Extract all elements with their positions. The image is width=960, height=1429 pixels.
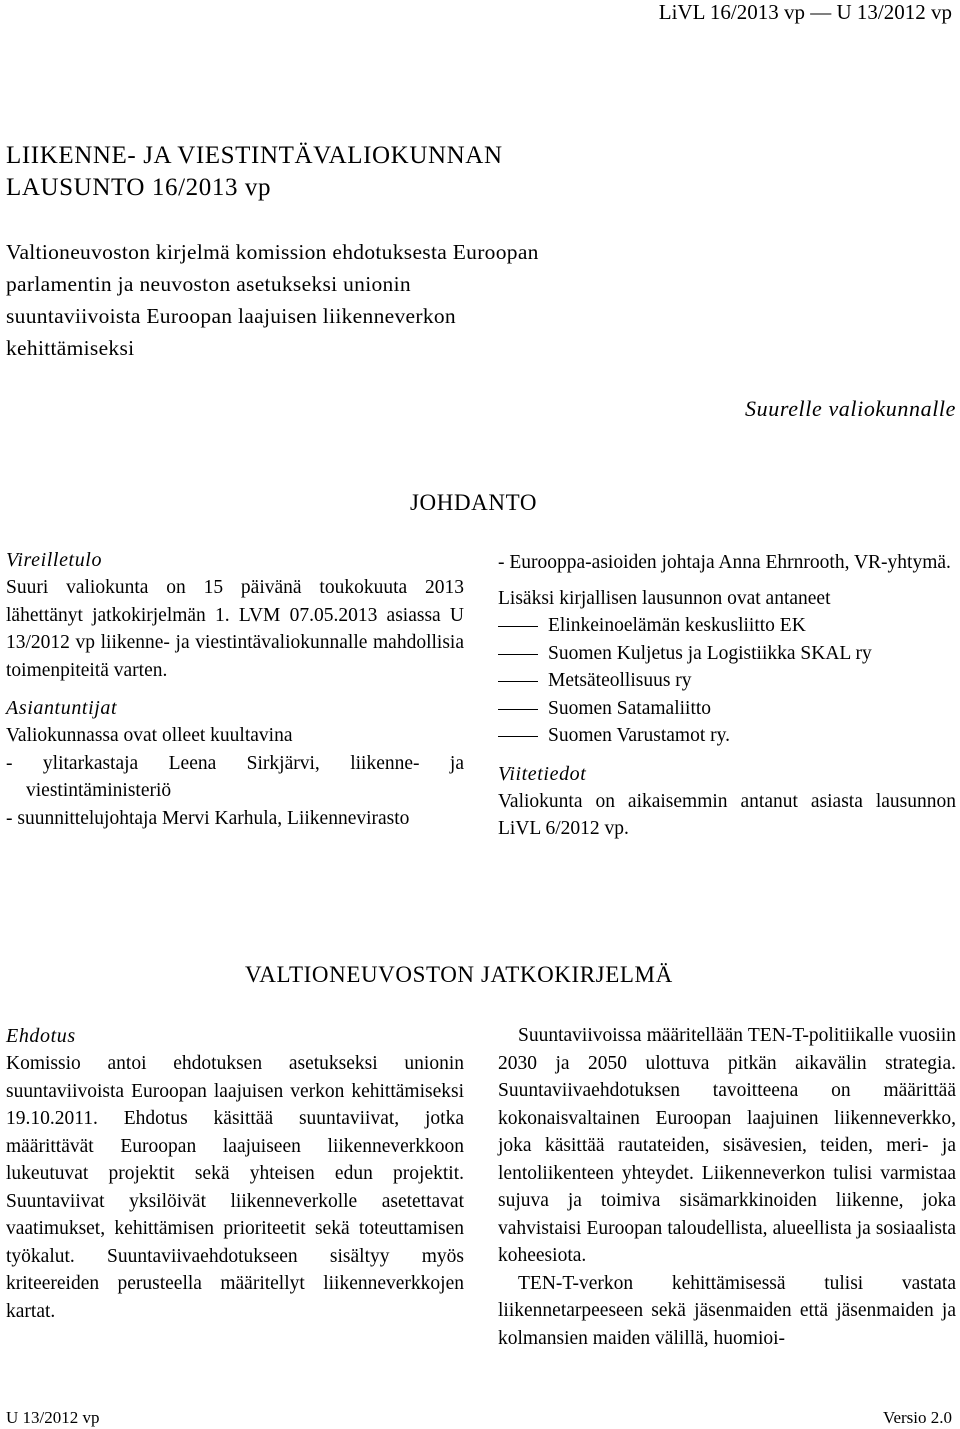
johdanto-right-column [498, 549, 956, 843]
document-title [6, 140, 503, 204]
viitetiedot-text: Valiokunta on aikaisemmin antanut asiasta lausunnon LiVL 6/2012 vp. [498, 790, 956, 839]
document-subject: Valtioneuvoston kirjelmä komission ehdotuksesta Euroopan parlamentin ja neuvoston asetukseksi unionin suuntaviivoista Euroopan laajuisen liikenneverkon kehittämiseksi [6, 240, 539, 360]
expert-item: - suunnittelujohtaja Mervi Karhula, Liikennevirasto [6, 807, 410, 829]
addressee: Suurelle valiokunnalle [745, 396, 956, 421]
viitetiedot-heading: Viitetiedot [498, 762, 587, 785]
body-paragraph: TEN-T-verkon kehittämisessä tulisi vastata liikennetarpeeseen sekä jäsenmaiden että jäsenmaiden ja kolmansien maiden välillä, huomioi- [498, 1272, 956, 1349]
section-heading-jatkokirjelma: VALTIONEUVOSTON JATKOKIRJELMÄ [245, 962, 673, 987]
written-statement-item: Elinkeinoelämän keskusliitto EK [498, 612, 956, 640]
written-statements-intro: Lisäksi kirjallisen lausunnon ovat antaneet [498, 587, 831, 609]
footer-version: Versio 2.0 [883, 1408, 952, 1427]
ehdotus-heading: Ehdotus [6, 1025, 76, 1047]
section-heading-johdanto: JOHDANTO [410, 490, 538, 515]
expert-item: - Eurooppa-asioiden johtaja Anna Ehrnrooth, VR-yhtymä. [498, 552, 951, 573]
footer-document-id: U 13/2012 vp [6, 1408, 100, 1427]
running-header: LiVL 16/2013 vp — U 13/2012 vp [658, 0, 952, 24]
johdanto-left-column [6, 546, 464, 832]
document-title-line-2: LAUSUNTO 16/2013 vp [6, 174, 272, 201]
expert-item: - ylitarkastaja Leena Sirkjärvi, liikenne- ja viestintäministeriö [6, 752, 464, 801]
vireilletulo-heading: Vireilletulo [6, 549, 103, 571]
written-statement-item: Suomen Satamaliitto [498, 695, 956, 723]
jatkokirjelma-left-column [6, 1022, 464, 1325]
vireilletulo-text: Suuri valiokunta on 15 päivänä toukokuuta 2013 lähettänyt jatkokirjelmän 1. LVM 07.05.2013 asiassa U 13/2012 vp liikenne- ja viestintävaliokunnalle mahdollisia toimenpiteitä varten. [6, 577, 464, 681]
written-statement-item: Suomen Varustamot ry. [498, 722, 956, 750]
asiantuntijat-intro: Valiokunnassa ovat olleet kuultavina [6, 725, 293, 746]
written-statement-item: Suomen Kuljetus ja Logistiikka SKAL ry [498, 640, 956, 668]
written-statement-item: Metsäteollisuus ry [498, 667, 956, 695]
jatkokirjelma-right-column [498, 1022, 956, 1352]
asiantuntijat-heading: Asiantuntijat [6, 697, 118, 719]
body-paragraph: Suuntaviivoissa määritellään TEN-T-politiikalle vuosiin 2030 ja 2050 ulottuva pitkän aikavälin strategia. Suuntaviivaehdotuksen tavoitteena on määrittää kokonaisvaltainen Euroopan laajuinen liikenneverkko, joka käsittää rautateiden, sisävesien, teiden, meri- ja lentoliikenteen yhteydet. Liikenneverkon tulisi varmistaa sujuva ja toimiva sisämarkkinoiden liikenne, joka vahvistaisi Euroopan taloudellista, alueellista ja sosiaalista koheesiota. [498, 1025, 956, 1266]
ehdotus-text: Komissio antoi ehdotuksen asetukseksi unionin suuntaviivoista Euroopan laajuisen verkon kehittämiseksi 19.10.2011. Ehdotus käsittää suuntaviivat, jotka määrittävät Euroopan laajuiseen liikenneverkkoon lukeutuvat projektit sekä yhteisen edun projektit. Suuntaviivat yksilöivät liikenneverkolle asetettavat vaatimukset, kehittämisen prioriteetit sekä toteuttamisen työkalut. Suuntaviivaehdotukseen sisältyy myös kriteereiden perusteella määritellyt liikenneverkkojen kartat. [6, 1053, 464, 1322]
document-title-line-1: LIIKENNE- JA VIESTINTÄVALIOKUNNAN [6, 142, 503, 169]
